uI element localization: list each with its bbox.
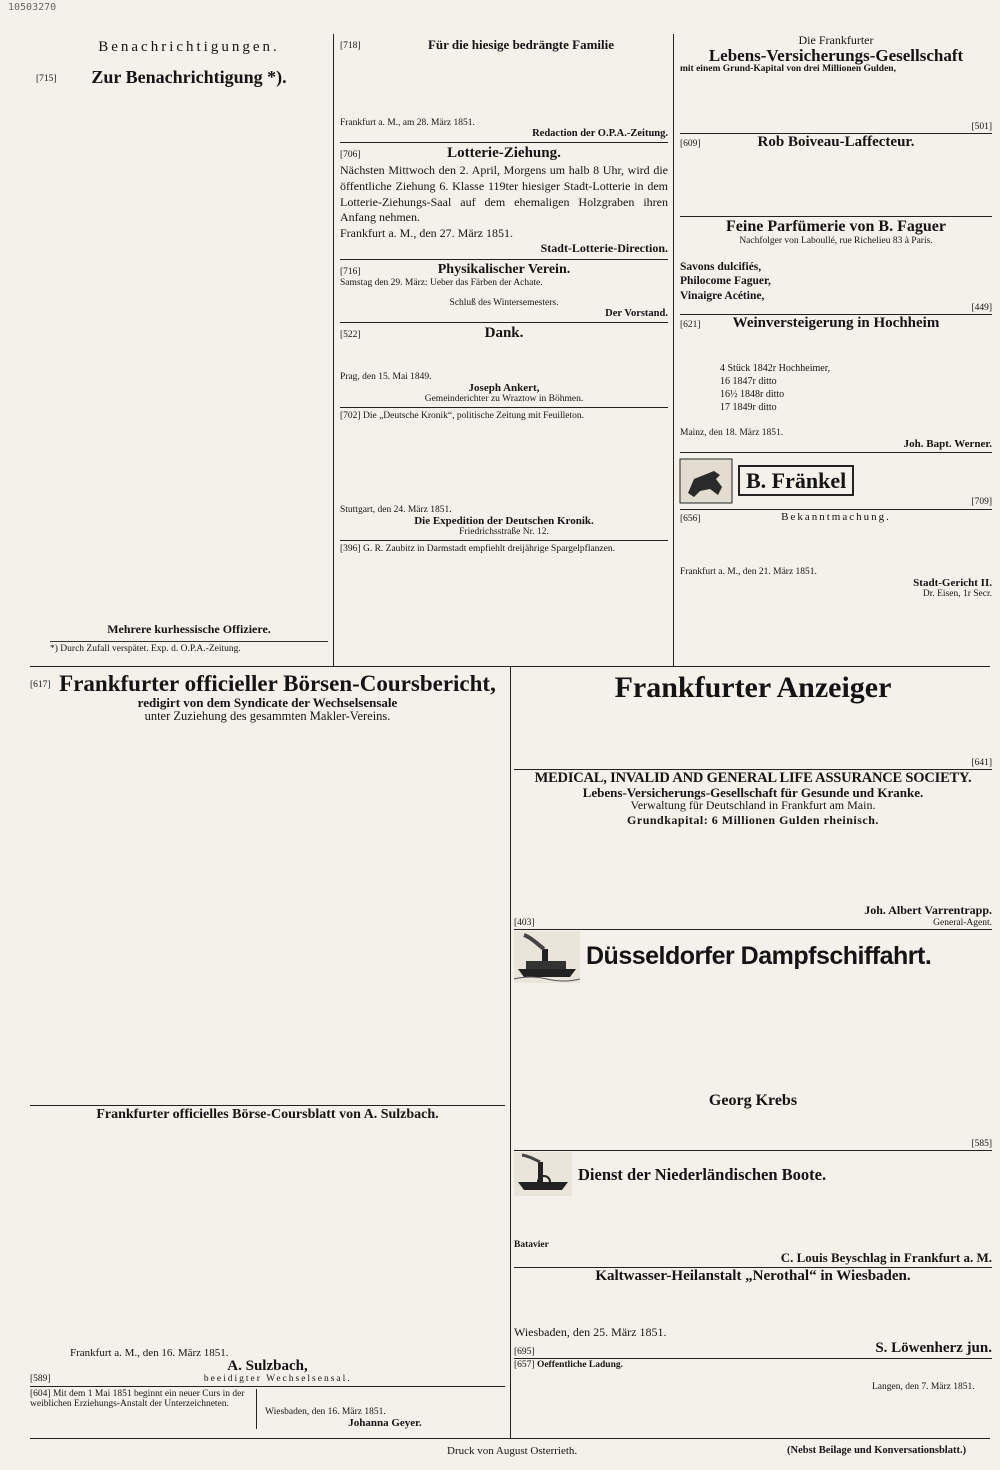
column-middle xyxy=(340,38,668,663)
ad-title: Lotterie-Ziehung. xyxy=(447,144,561,161)
ad-agent: Georg Krebs xyxy=(708,1091,798,1109)
ad-text: G. R. Zaubitz in Darmstadt empfiehlt dreijährige Spargelpflanzen. xyxy=(362,543,615,554)
ad-signature-line2: Dr. Eisen, 1r Secr. xyxy=(922,589,992,600)
ad-ref: [621] xyxy=(680,320,701,331)
ad-text: Nächsten Mittwoch den 2. April, Morgens um halb 8 Uhr, wird die öffentliche Ziehung 6. Klasse 119ter hiesiger Stadt-Lotterie in dem Lotterie-Ziehungs-Saal auf dem ehemaligen Holzgraben ihren Anfang nehmen. xyxy=(340,163,668,225)
notice-title: Zur Benachrichtigung *). xyxy=(91,66,287,87)
ad-date: Wiesbaden, den 25. März 1851. xyxy=(514,1325,667,1340)
wine-row: 17 1849r ditto xyxy=(720,401,777,413)
ad-intro xyxy=(340,544,668,554)
ad-ref: [501] xyxy=(971,122,992,133)
supplement-note: (Nebst Beilage und Konversationsblatt.) xyxy=(787,1445,967,1456)
ad-signature: Joh. Bapt. Werner. xyxy=(903,437,992,450)
product-item: Savons dulcifiés, xyxy=(680,260,762,273)
ad-subtitle-line2: unter Zuziehung des gesammten Makler-Vereins. xyxy=(144,708,391,723)
notice-signature: Mehrere kurhessische Offiziere. xyxy=(107,621,271,636)
ad-signature: Die Expedition der Deutschen Kronik. xyxy=(414,514,594,527)
ad-box xyxy=(872,1360,992,1392)
column-rule xyxy=(673,34,674,666)
ad-title: Bekanntmachung. xyxy=(781,510,891,523)
ad-ref: [617] xyxy=(30,680,51,690)
ad-title: Oeffentliche Ladung. xyxy=(536,1360,623,1371)
ad-text: Die „Deutsche Kronik“, politische Zeitung mit Feuilleton. xyxy=(362,410,585,421)
ad-title: Frankfurter Anzeiger xyxy=(614,671,892,704)
ad-signature: C. Louis Beyschlag in Frankfurt a. M. xyxy=(780,1250,992,1266)
ad-signature-line2: Gemeinderichter zu Wraztow in Böhmen. xyxy=(424,393,584,404)
horse-illustration xyxy=(680,459,732,503)
ad-date: Frankfurt a. M., am 28. März 1851. xyxy=(340,117,475,128)
ad-signature-line2: General-Agent. xyxy=(933,917,992,928)
ad-signature: S. Löwenherz jun. xyxy=(875,1340,992,1357)
wine-row: 16½ 1848r ditto xyxy=(720,388,785,400)
ad-ref: [589] xyxy=(30,1374,51,1385)
printer-line: Druck von August Osterrieth. xyxy=(447,1445,578,1457)
ad-box xyxy=(265,1389,505,1429)
footer-rule xyxy=(30,1438,990,1439)
ad-ref: [695] xyxy=(514,1347,535,1358)
steamship-illustration xyxy=(514,931,580,983)
column-rule xyxy=(333,34,334,666)
paddle-steamer-illustration xyxy=(514,1152,572,1196)
ad-date: Wiesbaden, den 16. März 1851. xyxy=(265,1407,386,1418)
ad-ref: [715] xyxy=(36,73,57,84)
wine-row: 4 Stück 1842r Hochheimer, xyxy=(720,362,831,374)
page-number: 10503270 xyxy=(8,2,57,13)
section-heading: Benachrichtigungen. xyxy=(98,39,280,55)
ad-ref: [604] xyxy=(30,1389,51,1400)
ad-subtitle: Lebens-Versicherungs-Gesellschaft für Gesunde und Kranke. xyxy=(582,784,924,800)
ad-signature: Redaction der O.P.A.-Zeitung. xyxy=(532,127,668,139)
ad-signature: A. Sulzbach, xyxy=(227,1357,308,1374)
ad-subtitle: Nachfolger von Laboullé, rue Richelieu 83 à Paris. xyxy=(739,235,933,246)
ad-text: Mit dem 1 Mai 1851 beginnt ein neuer Curs in der weiblichen Erziehungs-Anstalt der Unterzeichneten. xyxy=(30,1389,245,1410)
bottom-right-block xyxy=(514,672,992,1434)
ad-date: Stuttgart, den 24. März 1851. xyxy=(340,504,452,515)
ad-ref: [609] xyxy=(680,139,701,150)
ad-date: Mainz, den 18. März 1851. xyxy=(680,427,784,438)
bottom-left-block xyxy=(30,672,505,1434)
ad-box xyxy=(514,1360,866,1392)
ad-ref: [657] xyxy=(514,1360,535,1371)
ad-title: Dank. xyxy=(484,325,524,342)
ad-ref: [522] xyxy=(340,330,361,341)
ad-pretitle: Die Frankfurter xyxy=(798,33,874,47)
ad-ship: Batavier xyxy=(514,1240,549,1251)
ad-date: Frankfurt a. M., den 21. März 1851. xyxy=(680,567,817,578)
ad-signature: Stadt-Gericht II. xyxy=(913,577,992,590)
ad-ref: [718] xyxy=(340,41,361,51)
ad-title: Feine Parfümerie von B. Faguer xyxy=(726,218,946,236)
ad-title: MEDICAL, INVALID AND GENERAL LIFE ASSURANCE SOCIETY. xyxy=(534,769,972,786)
ad-ref: [449] xyxy=(971,303,992,314)
wine-row: 16 1847r ditto xyxy=(720,375,777,387)
ad-signature: Stadt-Lotterie-Direction. xyxy=(540,241,668,256)
column-benachrichtigungen xyxy=(36,39,328,660)
ad-signature: Joseph Ankert, xyxy=(468,381,540,394)
ad-title: Frankfurter officieller Börsen-Coursbericht, xyxy=(59,671,496,696)
ad-ref: [716] xyxy=(340,267,361,278)
ad-date: Prag, den 15. Mai 1849. xyxy=(340,371,432,382)
ad-title: Dienst der Niederländischen Boote. xyxy=(578,1164,827,1184)
ad-ref: [656] xyxy=(680,513,701,524)
ad-ref: [396] xyxy=(340,543,361,554)
ad-ref: [709] xyxy=(971,496,992,507)
ad-subtitle: redigirt von dem Syndicate der Wechselsensale xyxy=(137,695,398,711)
ad-ref: [641] xyxy=(971,757,992,768)
product-item: Philocome Faguer, xyxy=(680,275,771,288)
ad-signature: Joh. Albert Varrentrapp. xyxy=(864,902,992,917)
ad-signature: Johanna Geyer. xyxy=(348,1417,422,1430)
ad-date: Frankfurt a. M., den 27. März 1851. xyxy=(340,225,513,240)
ad-title: Weinversteigerung in Hochheim xyxy=(732,315,940,332)
ad-title: Düsseldorfer Dampfschiffahrt. xyxy=(586,942,932,971)
ad-text: Samstag den 29. März: Ueber das Färben der Achate. xyxy=(340,278,543,289)
ad-signature-line2: Friedrichsstraße Nr. 12. xyxy=(459,526,549,537)
ad-intro xyxy=(340,411,668,421)
ad-title: Für die hiesige bedrängte Familie xyxy=(427,37,615,52)
ad-date: Frankfurt a. M., den 16. März 1851. xyxy=(70,1346,229,1359)
ad-capital: Grundkapital: 6 Millionen Gulden rheinisch. xyxy=(627,812,879,827)
ad-text-close: Schluß des Wintersemesters. xyxy=(449,298,559,309)
ad-ref: [403] xyxy=(514,917,535,928)
ad-ref: [706] xyxy=(340,149,361,160)
ad-subtitle-line2: Verwaltung für Deutschland in Frankfurt am Main. xyxy=(630,798,876,813)
footnote: *) Durch Zufall verspätet. Exp. d. O.P.A.-Zeitung. xyxy=(50,641,328,654)
ad-date: Langen, den 7. März 1851. xyxy=(872,1382,975,1393)
ad-ref: [585] xyxy=(971,1139,992,1150)
ad-title: Kaltwasser-Heilanstalt „Nerothal“ in Wiesbaden. xyxy=(595,1268,911,1285)
ad-signature-line2: beeidigter Wechselsensal. xyxy=(203,1374,352,1385)
ad-title: Lebens-Versicherungs-Gesellschaft xyxy=(708,45,964,65)
ad-title: Frankfurter officielles Börse-Coursblatt von A. Sulzbach. xyxy=(96,1106,439,1122)
ad-subtitle: mit einem Grund-Kapital von drei Millionen Gulden, xyxy=(680,64,896,75)
ad-title: B. Fränkel xyxy=(738,465,854,496)
ad-title: Physikalischer Verein. xyxy=(437,262,571,278)
ad-title: Rob Boiveau-Laffecteur. xyxy=(757,134,915,151)
ad-signature: Der Vorstand. xyxy=(605,308,668,320)
ad-ref: [702] xyxy=(340,410,361,421)
column-right xyxy=(680,34,992,664)
product-item: Vinaigre Acétine, xyxy=(680,289,765,302)
ad-box xyxy=(30,1389,257,1429)
column-rule xyxy=(510,666,511,1438)
